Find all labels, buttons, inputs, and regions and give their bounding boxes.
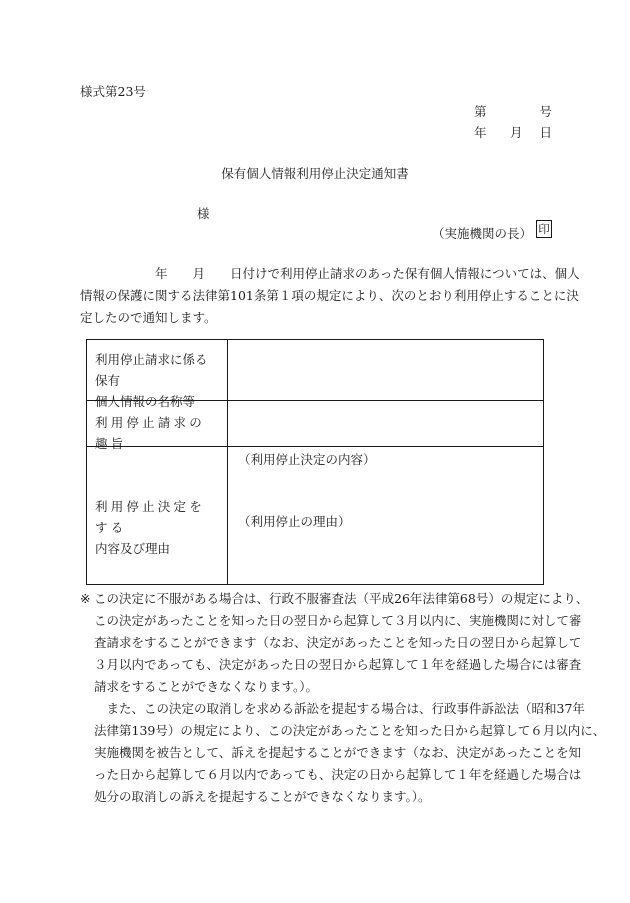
note-line: った日から起算して６月以内であっても、決定の日から起算して１年を経過した場合は (94, 767, 582, 782)
note-line: 処分の取消しの訴えを提起することができなくなります。）。 (94, 789, 431, 804)
issue-date-line (474, 123, 552, 139)
note-line: この決定があったことを知った日の翌日から起算して３月以内に、実施機関に対して審 (94, 613, 582, 628)
decision-field (228, 446, 543, 584)
date-day: 日 (539, 125, 552, 140)
appeal-notes (80, 588, 606, 808)
note-line: 請求をすることができなくなります。）。 (94, 679, 319, 694)
row-label-decision (87, 446, 228, 584)
label-line: 個人情報の名称等 (95, 394, 196, 409)
note-line: 実施機関を被告として、訴えを提起することができます（なお、決定があったことを知 (94, 745, 582, 760)
decision-reason-heading: （利用停止の理由） (238, 514, 351, 529)
document-title: 保有個人情報利用停止決定通知書 (221, 166, 409, 181)
note-line: ３月以内であっても、決定があった日の翌日から起算して１年を経過した場合には審査 (94, 657, 582, 672)
decision-content-heading: （利用停止決定の内容） (238, 452, 376, 467)
note-line: また、この決定の取消しを求める訴訟を提起する場合は、行政事件訴訟法（昭和37年 (94, 701, 585, 716)
note-mark: ※ (80, 591, 91, 606)
date-year: 年 (474, 125, 487, 140)
issuer-name: （実施機関の長） (432, 226, 533, 241)
target-info-field (228, 340, 543, 400)
table-row (87, 446, 543, 584)
date-month: 月 (510, 125, 523, 140)
label-line: 内容及び理由 (95, 541, 171, 556)
note-text: この決定に不服がある場合は、行政不服審査法（平成26年法律第68号）の規定により、 (94, 591, 589, 606)
label-line: 利用停止請求に係る保有 (95, 352, 208, 388)
notice-body (80, 263, 580, 329)
table-row (87, 340, 543, 409)
body-line: 定したので通知します。 (80, 310, 217, 325)
body-line: 情報の保護に関する法律第101条第１項の規定により、次のとおり利用停止することに決 (80, 288, 579, 303)
note-line: 法律第139号）の規定により、この決定があったことを知った日から起算して６月以内に、 (94, 723, 606, 738)
number-label-suffix: 号 (539, 104, 552, 119)
row-label-request-purpose: 利用停止請求の趣旨 (87, 400, 228, 446)
form-number: 様式第23号 (80, 84, 146, 99)
table-row (87, 400, 543, 451)
addressee-suffix: 様 (197, 206, 210, 221)
seal-mark: 印 (536, 220, 552, 238)
body-line: 年 月 日付けで利用停止請求のあった保有個人情報については、個人 (80, 266, 580, 281)
number-label-prefix: 第 (474, 104, 487, 119)
decision-table (86, 339, 544, 585)
label-line: 利用停止決定をする (95, 499, 205, 535)
request-purpose-field (228, 400, 543, 446)
row-label-target-info (87, 340, 228, 409)
note-line: 査請求をすることができます（なお、決定があったことを知った日の翌日から起算して (94, 635, 582, 650)
note-line (80, 588, 589, 610)
